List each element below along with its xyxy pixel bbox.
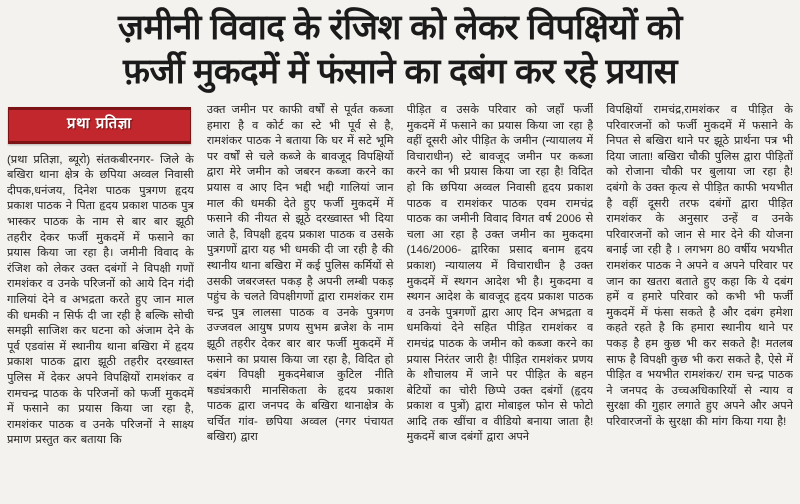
column-1-text: (प्रथा प्रतिज्ञा, ब्यूरो) संतकबीरनगर- जिले के बखिरा थाना क्षेत्र के छपिया अव्वल निवासी दीपक,धनंजय, दिनेश पाठक पुत्रगण हृदय प्रकाश पाठक ने पिता हृदय प्रकाश पाठक पुत्र भास्कर पाठक के नाम से बार बार झूठी तहरीर देकर फर्जी मुकदमें में फसाने का प्रयास किया जा रहा है। जमीनी विवाद के रंजिश को लेकर उक्त दबंगों ने विपक्षी गणों रामशंकर व उनके परिजनों को आये दिन गंदी गालियां देने व अभद्रता करते हुए जान माल की धमकी न सिर्फ दी जा रही है बल्कि सोची समझी साजिश कर घटना को अंजाम देने के पूर्व एडवांस में स्थानीय थाना बखिरा में हृदय प्रकाश पाठक द्वारा झूठी तहरीर दरख्वास्त पुलिस में देकर अपने विपक्षियों रामशंकर व रामचन्द्र पाठक के परिजनों को फर्जी मुकदमें में फसाने का प्रयास किया जा रहा है, रामशंकर पाठक व उनके परिजनों ने साक्ष्य प्रमाण प्रस्तुत कर बताया कि <box>7 153 194 447</box>
article-headline <box>0 0 800 96</box>
headline-line-1: ज़मीनी विवाद के रंजिश को लेकर विपक्षियों को <box>118 8 682 47</box>
column-4-text: विपक्षियों रामचंद्र,रामशंकर व पीड़ित के परिवारजनों को फर्जी मुकदमें में फसाने के निपत से बखिरा थाने पर झूठे प्रार्थना पत्र भी दिया जाता! बखिरा चौकी पुलिस द्वारा पीड़ितों को रोजाना चौकी पर बुलाया जा रहा है! दबंगो के उक्त कृत्य से पीड़ित काफी भयभीत है वहीं दूसरी तरफ दबंगों द्वारा पीड़ित रामशंकर के अनुसार उन्हें व उनके परिवारजनों को जान से मार देने की योजना बनाई जा रही है । लगभग 80 वर्षीय भयभीत रामशंकर पाठक ने अपने व अपने परिवार पर जान का खतरा बताते हुए कहा कि ये दबंग हमें व हमारे परिवार को कभी भी फर्जी मुकदमें में फंसा सकते है और दबंग हमेशा कहते रहते है कि हमारा स्थानीय थाने पर पकड़ है हम कुछ भी कर सकते है! मतलब साफ है विपक्षी कुछ भी करा सकते है, ऐसे में पीड़ित व भयभीत रामशंकर/ राम चन्द्र पाठक ने जनपद के उच्चअधिकारियों से न्याय व सुरक्षा की गुहार लगाते हुए अपने और अपने परिवारजनों के सुरक्षा की मांग किया गया है! <box>606 104 793 428</box>
article-column-4 <box>606 103 793 497</box>
bureau-label-box <box>8 107 191 144</box>
headline-line-2: फ़र्जी मुकदमें में फंसाने का दबंग कर रहे प्रयास <box>123 52 677 91</box>
article-column-2 <box>207 103 394 497</box>
article-column-3 <box>407 103 594 497</box>
column-3-text: पीड़ित व उसके परिवार को जहाँ फर्जी मुकदमें में फसाने का प्रयास किया जा रहा है वहीं दूसरी ओर पीड़ित के जमीन (न्यायालय में विचाराधीन) स्टे बावजूद जमीन पर कब्जा करने का भी प्रयास किया जा रहा है! विदित हो कि छपिया अव्वल निवासी हृदय प्रकाश पाठक व रामशंकर पाठक एवम रामचंद्र पाठक का जमीनी विवाद विगत वर्ष 2006 से चला आ रहा है उक्त जमीन का मुकदमा (146/2006- द्वारिका प्रसाद बनाम हृदय प्रकाश) न्यायालय में विचाराधीन है उक्त मुकदमें में स्थगन आदेश भी है। मुकदमा व स्थगन आदेश के बावजूद हृदय प्रकाश पाठक व उनके पुत्रगणों द्वारा आए दिन अभद्रता व धमकियां देने सहित पीड़ित रामशंकर व रामचंद्र पाठक के जमीन को कब्जा करने का प्रयास निरंतर जारी है! पीड़ित रामशंकर प्रणय के शौचालय में जाने पर पीड़ित के बहन बेटियों का चोरी छिप्पे उक्त दबंगों (हृदय प्रकाश व पुत्रों) द्वारा मोबाइल फोन से फोटो आदि तक खींचा व वीडियो बनाया जाता है! मुकदमें बाज दबंगों द्वारा अपने <box>406 104 594 444</box>
bureau-label-text: प्रथा प्रतिज्ञा <box>67 115 132 132</box>
column-2-text: उक्त जमीन पर काफी वर्षों से पूर्वत कब्जा हमारा है व कोर्ट का स्टे भी पूर्व से है, रामशंकर पाठक ने बताया कि घर में सटे भूमि पर वर्षों से चले कब्जे के बावजूद विपक्षियों द्वारा मेरे जमीन को जबरन कब्जा करने का प्रयास व आए दिन भद्दी भद्दी गालियां जान माल की धमकी देते हुए फर्जी मुकदमें में फसाने की नीयत से झूठे दरख्वास्त भी दिया जाते है, विपक्षी हृदय प्रकाश पाठक व उसके पुत्रगणों द्वारा यह भी धमकी दी जा रही है की स्थानीय थाना बखिरा में कई पुलिस कर्मियों से उसकी जबरजस्त पकड़ है अपनी लम्बी पकड़ पहुंच के चलते विपक्षीगणों द्वारा रामशंकर राम चन्द्र पुत्र लालसा पाठक व उनके पुत्रगण उज्जवल आयुष प्रणय सुभम ब्रजेश के नाम झूठी तहरीर देकर बार बार फर्जी मुकदमें में फसाने का प्रयास किया जा रहा है, विदित हो दबंग विपक्षी मुकदमेबाज कुटिल नीति षड्यंत्रकारी मानसिकता के हृदय प्रकाश पाठक द्वारा जनपद के बखिरा थानाक्षेत्र के चर्चित गांव- छपिया अव्वल (नगर पंचायत बखिरा) द्वारा <box>206 104 394 444</box>
article-body <box>0 96 800 497</box>
article-column-1 <box>7 103 194 497</box>
